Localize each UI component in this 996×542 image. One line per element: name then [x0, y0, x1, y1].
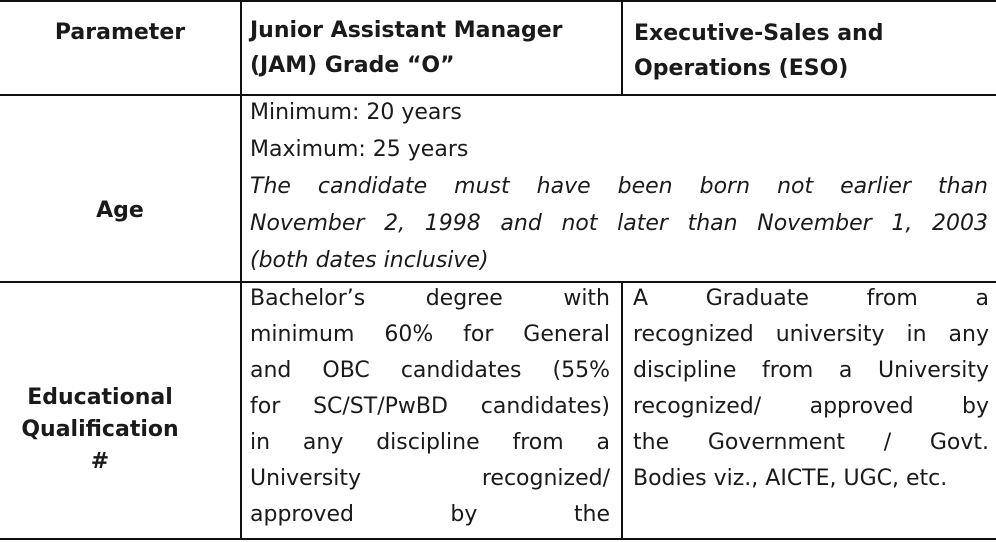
- header-eso-line2: Operations (ESO): [634, 56, 849, 81]
- eso-qualification-line: recognized university in any: [633, 322, 989, 347]
- age-minimum: Minimum: 20 years: [250, 100, 462, 125]
- header-jam-line2: (JAM) Grade “O”: [250, 53, 455, 78]
- jam-qualification-line: in any discipline from a: [250, 430, 610, 455]
- header-eso: [634, 16, 989, 86]
- header-jam-line1: Junior Assistant Manager: [250, 18, 563, 43]
- jam-qualification-line: minimum 60% for General: [250, 322, 610, 347]
- eso-qualification-line: the Government / Govt.: [633, 430, 989, 455]
- age-label: Age: [96, 198, 144, 223]
- table-top-border: [0, 0, 996, 2]
- education-jam-content: [250, 281, 610, 533]
- eso-qualification-line: discipline from a University: [633, 358, 989, 383]
- education-label-line2: Qualification: [21, 417, 179, 442]
- jam-qualification-line: for SC/ST/PwBD candidates): [250, 394, 610, 419]
- jam-qualification-line: and OBC candidates (55%: [250, 358, 610, 383]
- age-label-cell: [0, 193, 240, 228]
- jam-qualification-line: University recognized/: [250, 466, 610, 491]
- age-maximum: Maximum: 25 years: [250, 137, 469, 162]
- age-note-line: (both dates inclusive): [250, 248, 489, 273]
- eso-qualification-line: A Graduate from a: [633, 286, 989, 311]
- table-bottom-border: [0, 538, 996, 540]
- header-col2-divider: [621, 0, 623, 96]
- education-label-line1: Educational: [27, 385, 173, 410]
- eso-qualification-line: recognized/ approved by: [633, 394, 989, 419]
- education-label-line3: #: [90, 449, 110, 474]
- age-note-line: November 2, 1998 and not later than November 1, 2003: [250, 211, 988, 236]
- eso-qualification-line: Bodies viz., AICTE, UGC, etc.: [633, 466, 948, 491]
- header-parameter-label: Parameter: [54, 20, 186, 45]
- jam-qualification-line: Bachelor’s degree with: [250, 286, 610, 311]
- header-jam: [250, 13, 615, 83]
- education-label-cell: [0, 382, 200, 478]
- age-content: [250, 94, 988, 279]
- education-col2-divider: [621, 281, 623, 540]
- header-parameter: [0, 15, 240, 50]
- col1-divider: [240, 0, 242, 540]
- education-eso-content: [633, 281, 989, 497]
- header-eso-line1: Executive-Sales and: [634, 21, 884, 46]
- age-note-line: The candidate must have been born not earlier than: [250, 174, 988, 199]
- jam-qualification-line: approved by the: [250, 502, 610, 527]
